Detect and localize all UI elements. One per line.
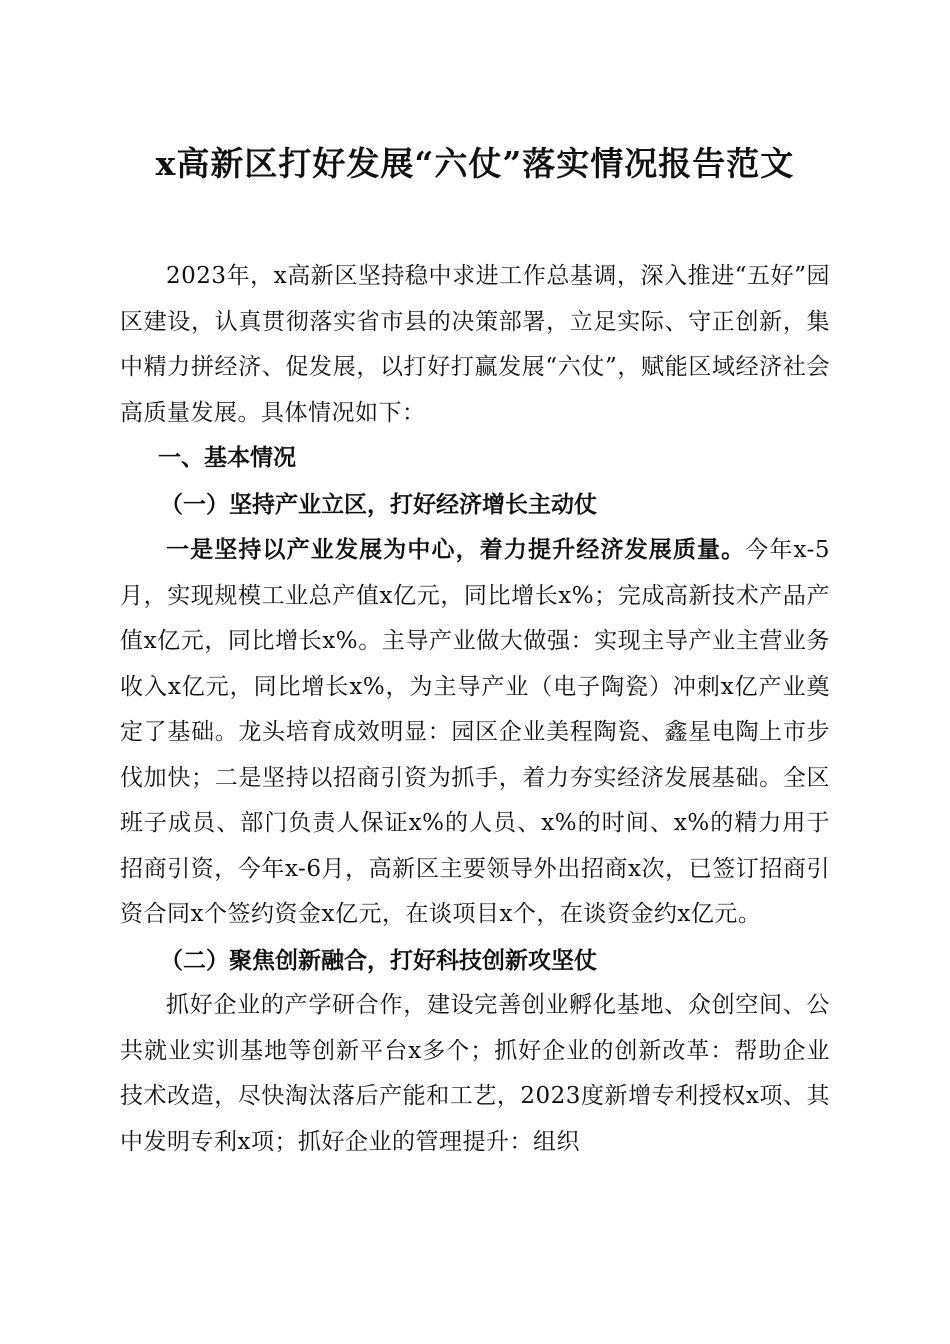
subsection-2-paragraph: 抓好企业的产学研合作，建设完善创业孵化基地、众创空间、公共就业实训基地等创新平台x多个；抓好企业的创新改革：帮助企业技术改造，尽快淘汰落后产能和工艺，2023度新增专利授权x项、其中发明专利x项；抓好企业的管理提升：组织: [120, 992, 830, 1155]
subsection-heading-1: （一）坚持产业立区，打好经济增长主动仗: [160, 490, 597, 518]
subsection-heading-2: （二）聚焦创新融合，打好科技创新攻坚仗: [160, 946, 597, 974]
document-title: x高新区打好发展“六仗”落实情况报告范文: [155, 144, 795, 183]
subsection-1-lead: 一是坚持以产业发展为中心，着力提升经济发展质量。: [166, 536, 746, 563]
intro-paragraph: 2023年，x高新区坚持稳中求进工作总基调，深入推进“五好”园区建设，认真贯彻落实省市县的决策部署，立足实际、守正创新，集中精力拼经济、促发展，以打好打赢发展“六仗”，赋能区域经济社会高质量发展。具体情况如下：: [120, 263, 830, 426]
section-heading-basic: 一、基本情况: [158, 445, 296, 471]
subsection-1-text: 今年x-5月，实现规模工业总产值x亿元，同比增长x%；完成高新技术产品产值x亿元，同比增长x%。主导产业做大做强：实现主导产业主营业务收入x亿元，同比增长x%，为主导产业（电子陶瓷）冲刺x亿产业奠定了基础。龙头培育成效明显：园区企业美程陶瓷、鑫星电陶上市步伐加快；二是坚持以招商引资为抓手，着力夯实经济发展基础。全区班子成员、部门负责人保证x%的人员、x%的时间、x%的精力用于招商引资，今年x-6月，高新区主要领导外出招商x次，已签订招商引资合同x个签约资金x亿元，在谈项目x个，在谈资金约x亿元。: [120, 537, 830, 927]
subsection-1-paragraph: [120, 527, 830, 938]
